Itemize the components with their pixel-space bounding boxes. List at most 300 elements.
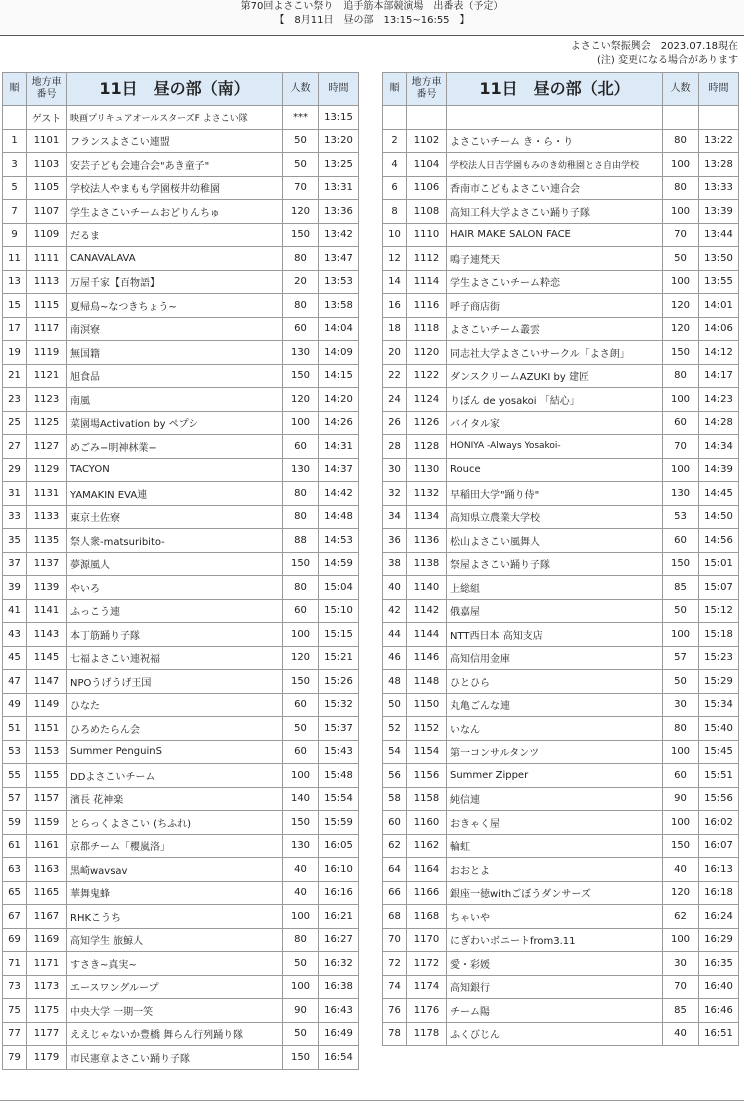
order-cell: 39: [3, 576, 27, 600]
table-row: [383, 787, 739, 811]
schedule-table-north: [382, 72, 739, 1046]
number-cell: 1144: [407, 623, 447, 647]
team-name-cell: 愛・彩媛: [447, 952, 663, 976]
people-cell: 100: [283, 623, 319, 647]
table-row: [3, 623, 359, 647]
order-cell: 43: [3, 623, 27, 647]
time-cell: 13:22: [699, 129, 739, 153]
order-cell: 65: [3, 881, 27, 905]
number-cell: 1112: [407, 247, 447, 271]
order-cell: 76: [383, 999, 407, 1023]
team-name-cell: RHKこうち: [67, 905, 283, 929]
order-cell: 26: [383, 411, 407, 435]
team-name-cell: フランスよさこい連盟: [67, 129, 283, 153]
table-row: [383, 435, 739, 459]
number-cell: 1173: [27, 975, 67, 999]
people-cell: 150: [283, 670, 319, 694]
order-cell: 14: [383, 270, 407, 294]
order-cell: 6: [383, 176, 407, 200]
team-name-cell: DDよさこいチーム: [67, 764, 283, 788]
time-cell: 16:46: [699, 999, 739, 1023]
order-cell: 60: [383, 811, 407, 835]
number-cell: 1118: [407, 317, 447, 341]
table-row: [383, 811, 739, 835]
number-cell: 1115: [27, 294, 67, 318]
time-cell: 16:29: [699, 928, 739, 952]
time-cell: 13:20: [319, 129, 359, 153]
col-order: 順: [383, 73, 407, 106]
number-cell: 1134: [407, 505, 447, 529]
table-row: [383, 364, 739, 388]
team-name-cell: CANAVALAVA: [67, 247, 283, 271]
people-cell: 50: [283, 952, 319, 976]
order-cell: 50: [383, 693, 407, 717]
team-name-cell: 俄嘉屋: [447, 599, 663, 623]
order-cell: 75: [3, 999, 27, 1023]
people-cell: 70: [283, 176, 319, 200]
order-cell: 42: [383, 599, 407, 623]
time-cell: 15:15: [319, 623, 359, 647]
number-cell: 1133: [27, 505, 67, 529]
team-name-cell: 香南市こどもよさこい連合会: [447, 176, 663, 200]
number-cell: 1150: [407, 693, 447, 717]
table-row: [383, 834, 739, 858]
time-cell: 15:23: [699, 646, 739, 670]
time-cell: 14:31: [319, 435, 359, 459]
team-name-cell: 丸亀ごんな連: [447, 693, 663, 717]
time-cell: 15:29: [699, 670, 739, 694]
time-cell: 13:47: [319, 247, 359, 271]
team-name-cell: NPOうげうげ王国: [67, 670, 283, 694]
table-row: [3, 952, 359, 976]
time-cell: 14:15: [319, 364, 359, 388]
people-cell: 80: [663, 176, 699, 200]
time-cell: 15:01: [699, 552, 739, 576]
people-cell: 30: [663, 693, 699, 717]
time-cell: 13:53: [319, 270, 359, 294]
team-name-cell: 市民憲章よさこい踊り子隊: [67, 1046, 283, 1070]
time-cell: 16:43: [319, 999, 359, 1023]
col-number: 地方車番号: [407, 73, 447, 106]
number-cell: 1177: [27, 1022, 67, 1046]
order-cell: 38: [383, 552, 407, 576]
team-name-cell: 高知工科大学よさこい踊り子隊: [447, 200, 663, 224]
people-cell: 150: [283, 364, 319, 388]
number-cell: 1158: [407, 787, 447, 811]
table-row: [3, 552, 359, 576]
table-row: [3, 975, 359, 999]
number-cell: 1174: [407, 975, 447, 999]
people-cell: 100: [663, 623, 699, 647]
order-cell: 24: [383, 388, 407, 412]
number-cell: 1113: [27, 270, 67, 294]
table-row: [3, 693, 359, 717]
people-cell: 130: [663, 482, 699, 506]
time-cell: 16:32: [319, 952, 359, 976]
order-cell: 66: [383, 881, 407, 905]
order-cell: 64: [383, 858, 407, 882]
people-cell: 80: [663, 717, 699, 741]
number-cell: 1127: [27, 435, 67, 459]
order-cell: 20: [383, 341, 407, 365]
order-cell: 25: [3, 411, 27, 435]
table-row: [383, 623, 739, 647]
order-cell: 73: [3, 975, 27, 999]
people-cell: 100: [663, 153, 699, 177]
people-cell: 60: [283, 693, 319, 717]
people-cell: 85: [663, 576, 699, 600]
table-row: [383, 529, 739, 553]
order-cell: 9: [3, 223, 27, 247]
team-name-cell: 学校法人日吉学園もみのき幼稚園とさ自由学校: [447, 153, 663, 177]
time-cell: 14:59: [319, 552, 359, 576]
order-cell: 58: [383, 787, 407, 811]
people-cell: 100: [663, 928, 699, 952]
order-cell: 32: [383, 482, 407, 506]
order-cell: 10: [383, 223, 407, 247]
team-name-cell: Summer PenguinS: [67, 740, 283, 764]
order-cell: 68: [383, 905, 407, 929]
time-cell: 15:48: [319, 764, 359, 788]
team-name-cell: 銀座一徳withごぼうダンサーズ: [447, 881, 663, 905]
table-row: [3, 999, 359, 1023]
number-cell: 1153: [27, 740, 67, 764]
time-cell: 13:50: [699, 247, 739, 271]
table-row: [3, 1046, 359, 1070]
time-cell: 14:53: [319, 529, 359, 553]
team-name-cell: 祭屋よさこい踊り子隊: [447, 552, 663, 576]
table-row: [383, 740, 739, 764]
number-cell: 1137: [27, 552, 67, 576]
table-row: [383, 505, 739, 529]
col-number: 地方車番号: [27, 73, 67, 106]
time-cell: 16:38: [319, 975, 359, 999]
time-cell: 14:23: [699, 388, 739, 412]
table-row: [383, 576, 739, 600]
time-cell: 16:27: [319, 928, 359, 952]
table-row: [3, 787, 359, 811]
number-cell: 1131: [27, 482, 67, 506]
team-name-cell: 早稲田大学"踊り侍": [447, 482, 663, 506]
people-cell: 90: [283, 999, 319, 1023]
number-cell: 1161: [27, 834, 67, 858]
number-cell: 1148: [407, 670, 447, 694]
table-row: [383, 223, 739, 247]
team-name-cell: ひろめたらん会: [67, 717, 283, 741]
table-row: [3, 881, 359, 905]
order-cell: 7: [3, 200, 27, 224]
team-name-cell: 高知県立農業大学校: [447, 505, 663, 529]
order-cell: 30: [383, 458, 407, 482]
people-cell: 85: [663, 999, 699, 1023]
table-row: [383, 294, 739, 318]
number-cell: 1114: [407, 270, 447, 294]
order-cell: 72: [383, 952, 407, 976]
number-cell: 1160: [407, 811, 447, 835]
people-cell: 150: [663, 341, 699, 365]
people-cell: 70: [663, 223, 699, 247]
order-cell: 19: [3, 341, 27, 365]
table-row: [3, 928, 359, 952]
table-row: [3, 106, 359, 130]
team-name-cell: 本丁筋踊り子隊: [67, 623, 283, 647]
people-cell: 150: [663, 834, 699, 858]
time-cell: 15:07: [699, 576, 739, 600]
col-people: 人数: [283, 73, 319, 106]
number-cell: 1108: [407, 200, 447, 224]
number-cell: 1126: [407, 411, 447, 435]
team-name-cell: りぼん de yosakoi 「結心」: [447, 388, 663, 412]
people-cell: 100: [663, 811, 699, 835]
team-name-cell: HONIYA -Always Yosakoi-: [447, 435, 663, 459]
number-cell: 1119: [27, 341, 67, 365]
number-cell: 1156: [407, 764, 447, 788]
time-cell: 13:39: [699, 200, 739, 224]
number-cell: 1102: [407, 129, 447, 153]
people-cell: 150: [283, 811, 319, 835]
number-cell: 1155: [27, 764, 67, 788]
number-cell: 1141: [27, 599, 67, 623]
time-cell: 14:09: [319, 341, 359, 365]
people-cell: 50: [283, 153, 319, 177]
team-name-cell: 安芸子ども会連合会"あき童子": [67, 153, 283, 177]
table-row: [383, 200, 739, 224]
col-time: 時間: [699, 73, 739, 106]
people-cell: 40: [663, 858, 699, 882]
people-cell: 100: [283, 975, 319, 999]
table-row: [3, 529, 359, 553]
table-row: [3, 576, 359, 600]
order-cell: 35: [3, 529, 27, 553]
order-cell: 12: [383, 247, 407, 271]
team-name-cell: ええじゃないか豊橋 舞らん行列踊り隊: [67, 1022, 283, 1046]
people-cell: 80: [663, 364, 699, 388]
table-row: [383, 975, 739, 999]
number-cell: 1109: [27, 223, 67, 247]
team-name-cell: 無国籍: [67, 341, 283, 365]
people-cell: 40: [663, 1022, 699, 1046]
time-cell: 13:58: [319, 294, 359, 318]
people-cell: 62: [663, 905, 699, 929]
order-cell: 27: [3, 435, 27, 459]
table-row: [3, 717, 359, 741]
people-cell: 150: [283, 552, 319, 576]
time-cell: 15:32: [319, 693, 359, 717]
team-name-cell: 高知学生 旅鯨人: [67, 928, 283, 952]
time-cell: 14:17: [699, 364, 739, 388]
number-cell: 1129: [27, 458, 67, 482]
people-cell: 80: [283, 576, 319, 600]
order-cell: 45: [3, 646, 27, 670]
order-cell: 63: [3, 858, 27, 882]
time-cell: 14:01: [699, 294, 739, 318]
team-name-cell: ダンスクリームAZUKI by 建匠: [447, 364, 663, 388]
people-cell: 60: [283, 317, 319, 341]
table-row: [3, 270, 359, 294]
team-name-cell: 上総組: [447, 576, 663, 600]
number-cell: 1171: [27, 952, 67, 976]
order-cell: 4: [383, 153, 407, 177]
team-name-cell: やいろ: [67, 576, 283, 600]
people-cell: 130: [283, 834, 319, 858]
number-cell: 1169: [27, 928, 67, 952]
table-row: [383, 129, 739, 153]
number-cell: 1116: [407, 294, 447, 318]
time-cell: 15:59: [319, 811, 359, 835]
number-cell: 1159: [27, 811, 67, 835]
people-cell: 57: [663, 646, 699, 670]
people-cell: 130: [283, 458, 319, 482]
time-cell: 14:50: [699, 505, 739, 529]
table-row: [3, 341, 359, 365]
number-cell: 1143: [27, 623, 67, 647]
time-cell: 14:48: [319, 505, 359, 529]
time-cell: 15:43: [319, 740, 359, 764]
order-cell: 51: [3, 717, 27, 741]
order-cell: 40: [383, 576, 407, 600]
people-cell: 60: [283, 599, 319, 623]
people-cell: 80: [283, 482, 319, 506]
team-name-cell: HAIR MAKE SALON FACE: [447, 223, 663, 247]
people-cell: 120: [283, 388, 319, 412]
number-cell: 1175: [27, 999, 67, 1023]
table-row: [3, 670, 359, 694]
time-cell: 13:25: [319, 153, 359, 177]
table-row: [383, 247, 739, 271]
table-row: [383, 176, 739, 200]
order-cell: 16: [383, 294, 407, 318]
team-name-cell: 七福よさこい連祝福: [67, 646, 283, 670]
number-cell: 1104: [407, 153, 447, 177]
team-name-cell: すさき~真実~: [67, 952, 283, 976]
order-cell: 78: [383, 1022, 407, 1046]
table-row: [383, 905, 739, 929]
table-row: [3, 435, 359, 459]
people-cell: 53: [663, 505, 699, 529]
table-row: [383, 317, 739, 341]
people-cell: 120: [663, 881, 699, 905]
team-name-cell: 夢源風人: [67, 552, 283, 576]
number-cell: 1179: [27, 1046, 67, 1070]
order-cell: 8: [383, 200, 407, 224]
col-people: 人数: [663, 73, 699, 106]
number-cell: 1152: [407, 717, 447, 741]
team-name-cell: 黒崎wavsav: [67, 858, 283, 882]
number-cell: 1123: [27, 388, 67, 412]
time-cell: 16:35: [699, 952, 739, 976]
order-cell: 59: [3, 811, 27, 835]
time-cell: 14:42: [319, 482, 359, 506]
time-cell: 16:10: [319, 858, 359, 882]
order-cell: 28: [383, 435, 407, 459]
team-name-cell: 鳴子連梵天: [447, 247, 663, 271]
order-cell: 21: [3, 364, 27, 388]
number-cell: 1122: [407, 364, 447, 388]
number-cell: 1178: [407, 1022, 447, 1046]
number-cell: 1147: [27, 670, 67, 694]
footer-divider: [0, 1100, 744, 1101]
people-cell: 120: [283, 200, 319, 224]
table-row: [383, 670, 739, 694]
order-cell: 74: [383, 975, 407, 999]
number-cell: 1117: [27, 317, 67, 341]
time-cell: 16:24: [699, 905, 739, 929]
order-cell: 15: [3, 294, 27, 318]
people-cell: 50: [283, 717, 319, 741]
team-name-cell: 菜園場Activation by ペプシ: [67, 411, 283, 435]
order-cell: 79: [3, 1046, 27, 1070]
team-name-cell: 学生よさこいチームおどりんちゅ: [67, 200, 283, 224]
table-row: [3, 176, 359, 200]
organizer-date: よさこい祭振興会 2023.07.18現在: [570, 41, 738, 52]
time-cell: 15:04: [319, 576, 359, 600]
order-cell: 56: [383, 764, 407, 788]
table-row: [383, 717, 739, 741]
team-name-cell: チーム陽: [447, 999, 663, 1023]
team-name-cell: 同志社大学よさこいサークル「よさ朗」: [447, 341, 663, 365]
time-cell: 13:28: [699, 153, 739, 177]
team-name-cell: ひとひら: [447, 670, 663, 694]
number-cell: 1136: [407, 529, 447, 553]
team-name-cell: 純信連: [447, 787, 663, 811]
table-row: [383, 599, 739, 623]
number-cell: 1120: [407, 341, 447, 365]
team-name-cell: 松山よさこい風舞人: [447, 529, 663, 553]
table-row: [383, 764, 739, 788]
team-name-cell: 万屋千家【百物語】: [67, 270, 283, 294]
table-row: [3, 811, 359, 835]
order-cell: 1: [3, 129, 27, 153]
time-cell: 16:07: [699, 834, 739, 858]
team-name-cell: 京都チーム「櫻嵐洛」: [67, 834, 283, 858]
order-cell: 52: [383, 717, 407, 741]
people-cell: 80: [283, 928, 319, 952]
number-cell: 1132: [407, 482, 447, 506]
order-cell: 17: [3, 317, 27, 341]
number-cell: 1121: [27, 364, 67, 388]
schedule-table-south: [2, 72, 359, 1070]
order-cell: 57: [3, 787, 27, 811]
people-cell: 120: [663, 294, 699, 318]
col-order: 順: [3, 73, 27, 106]
team-name-cell: ふくびじん: [447, 1022, 663, 1046]
table-row: [3, 764, 359, 788]
people-cell: 100: [663, 388, 699, 412]
time-cell: 16:49: [319, 1022, 359, 1046]
time-cell: 16:05: [319, 834, 359, 858]
table-title-south: 11日 昼の部（南）: [67, 73, 283, 106]
table-row: [383, 693, 739, 717]
people-cell: 88: [283, 529, 319, 553]
organizer-info: [571, 40, 738, 68]
people-cell: 20: [283, 270, 319, 294]
time-cell: 16:13: [699, 858, 739, 882]
order-cell: 36: [383, 529, 407, 553]
team-name-cell: よさこいチーム き・ら・り: [447, 129, 663, 153]
team-name-cell: めごみ−明神林業−: [67, 435, 283, 459]
people-cell: 120: [663, 317, 699, 341]
order-cell: 13: [3, 270, 27, 294]
time-cell: 15:45: [699, 740, 739, 764]
number-cell: 1172: [407, 952, 447, 976]
time-cell: 14:28: [699, 411, 739, 435]
people-cell: 70: [663, 435, 699, 459]
change-note: (注) 変更になる場合があります: [597, 55, 738, 66]
number-cell: 1103: [27, 153, 67, 177]
order-cell: [383, 106, 407, 130]
table-row: [383, 153, 739, 177]
team-name-cell: エースワングループ: [67, 975, 283, 999]
